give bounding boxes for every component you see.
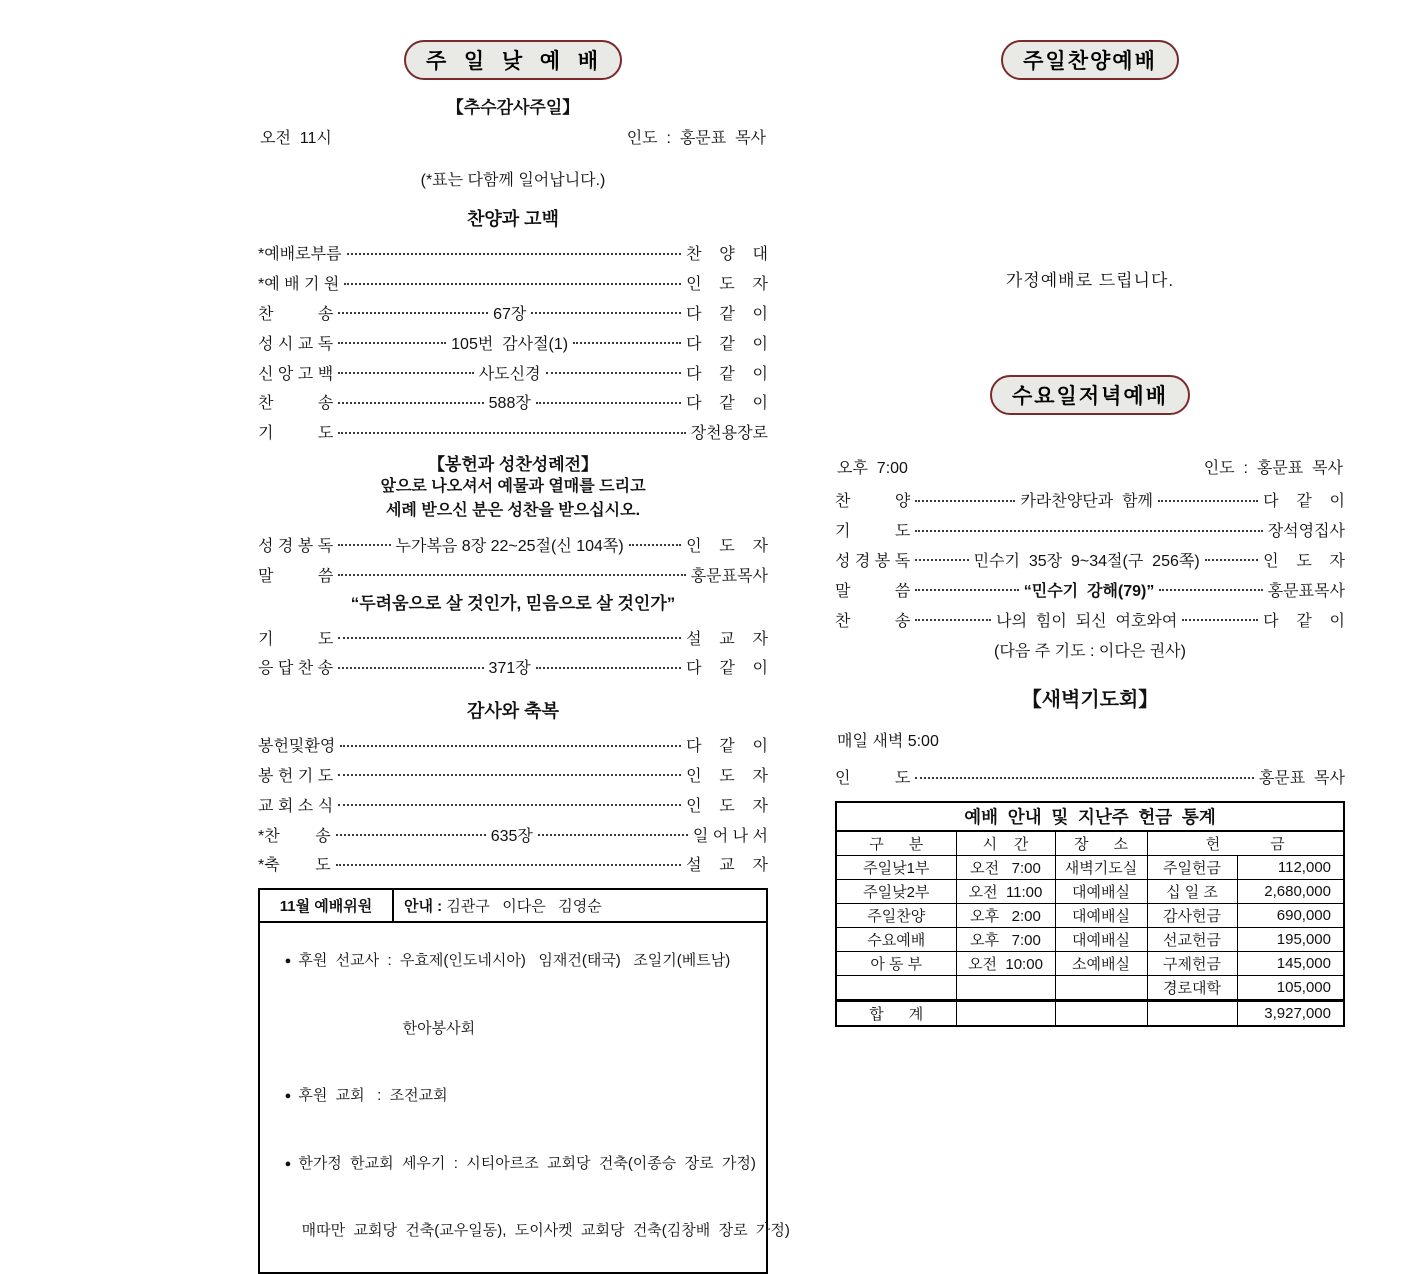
program-row <box>258 622 768 652</box>
offering-cell: 수요예배 <box>836 927 956 951</box>
praise-title-wrap <box>835 40 1345 80</box>
program-item-detail: 나의 힘이 되신 여호와여 <box>996 612 1178 630</box>
program-item-person: 설 교 자 <box>686 857 768 875</box>
program-item-detail: 635장 <box>490 827 533 845</box>
program-item-label: 찬 양 <box>835 493 911 511</box>
program-item-person: 인 도 자 <box>686 767 768 785</box>
service-time-row <box>258 125 768 148</box>
offering-amount-cell: 2,680,000 <box>1237 879 1344 903</box>
committee-note-line <box>268 1130 758 1198</box>
offering-cell: 오후 7:00 <box>956 927 1055 951</box>
committee-box <box>258 888 790 1274</box>
program-item-person: 장석영집사 <box>1267 523 1345 541</box>
committee-note-text: 한아봉사회 <box>402 1019 476 1037</box>
offering-cell: 아 동 부 <box>836 951 956 975</box>
program-item-person: 다 같 이 <box>686 365 768 383</box>
program-list-closing <box>258 730 768 879</box>
program-item-person: 홍문표 목사 <box>1258 770 1345 788</box>
offering-cell: 오후 2:00 <box>956 903 1055 927</box>
offering-cell: 오전 7:00 <box>956 855 1055 879</box>
program-item-label: 성 시 교 독 <box>258 335 334 353</box>
program-item-label: *축 도 <box>258 857 331 875</box>
offering-cell: 소예배실 <box>1055 951 1147 975</box>
section-heading-thanks-blessing: 감사와 축복 <box>467 700 559 721</box>
program-item-detail: 사도신경 <box>478 365 541 383</box>
program-row <box>258 327 768 357</box>
program-item-person: 홍문표목사 <box>690 567 768 585</box>
offering-cell: 대예배실 <box>1055 879 1147 903</box>
offering-cell: 오전 11:00 <box>956 879 1055 903</box>
program-item-label: 신 앙 고 백 <box>258 365 334 383</box>
program-row <box>835 485 1345 515</box>
program-item-person: 홍문표목사 <box>1267 582 1345 600</box>
program-row <box>258 559 768 589</box>
offering-cell: 구제헌금 <box>1147 951 1237 975</box>
program-row <box>258 387 768 417</box>
service-leader: 인도 : 홍문표 목사 <box>626 130 766 147</box>
program-item-label: 기 도 <box>835 523 911 541</box>
offering-cell: 십 일 조 <box>1147 879 1237 903</box>
program-item-person: 설 교 자 <box>686 630 768 648</box>
program-row <box>258 357 768 387</box>
program-item-person: 일 어 나 서 <box>692 827 768 845</box>
program-item-label: 봉 헌 기 도 <box>258 767 334 785</box>
bullet-icon: ● <box>284 1157 292 1170</box>
dawn-program-list <box>835 762 1345 792</box>
committee-note-text: 매따만 교회당 건축(교우일동), 도이사켓 교회당 건축(김창배 장로 가정) <box>301 1222 790 1240</box>
offering-cell: 감사헌금 <box>1147 903 1237 927</box>
program-row <box>835 604 1345 634</box>
program-list-response <box>258 622 768 682</box>
offering-cell: 주일헌금 <box>1147 855 1237 879</box>
program-list-scripture <box>258 530 768 590</box>
sunday-service-column <box>258 0 790 1274</box>
committee-month: 11월 예배위원 <box>260 890 394 921</box>
offering-cell: 새벽기도실 <box>1055 855 1147 879</box>
offering-column-header: 구 분 <box>836 831 956 856</box>
program-item-label: 찬 송 <box>258 395 334 413</box>
service-time: 오전 11시 <box>260 130 332 147</box>
offering-table-wrap <box>835 801 1345 1027</box>
bullet-icon: ● <box>284 1090 292 1103</box>
offering-amount-cell: 195,000 <box>1237 927 1344 951</box>
program-item-label: 성 경 봉 독 <box>258 537 334 555</box>
sunday-title-wrap <box>258 40 768 80</box>
committee-note-text: 한가정 한교회 세우기 : 시티아르조 교회당 건축(이종승 장로 가정) <box>298 1154 756 1172</box>
home-worship-note: 가정예배로 드립니다. <box>1005 271 1175 290</box>
program-item-label: *예배로부름 <box>258 246 342 264</box>
committee-notes <box>260 923 790 1273</box>
program-item-person: 다 같 이 <box>686 305 769 323</box>
offering-cell: 합 계 <box>836 1000 956 1026</box>
committee-header-row <box>260 890 766 923</box>
program-item-detail: 누가복음 8장 22~25절(신 104쪽) <box>395 537 624 555</box>
offering-cell <box>956 975 1055 1000</box>
offering-table-row <box>836 903 1344 927</box>
program-item-person: 다 같 이 <box>1263 493 1346 511</box>
bullet-icon: ● <box>284 955 292 968</box>
committee-guides <box>394 890 766 921</box>
program-item-person: 인 도 자 <box>686 537 768 555</box>
offering-cell: 오전 10:00 <box>956 951 1055 975</box>
offering-table-title: 예배 안내 및 지난주 헌금 통계 <box>836 802 1344 831</box>
program-row <box>258 730 768 760</box>
evening-services-column <box>835 0 1345 1027</box>
program-item-detail: 카라찬양단과 함께 <box>1020 493 1153 511</box>
communion-instruction-1: 앞으로 나오셔서 예물과 열매를 드리고 <box>380 477 646 495</box>
program-item-person: 다 같 이 <box>1263 612 1346 630</box>
program-item-person: 다 같 이 <box>686 660 769 678</box>
committee-note-line <box>268 928 758 996</box>
wednesday-title-wrap <box>835 375 1345 415</box>
program-item-person: 인 도 자 <box>1263 552 1346 570</box>
offering-cell: 대예배실 <box>1055 927 1147 951</box>
program-item-detail: 67장 <box>493 305 527 323</box>
section-heading-praise-confession: 찬양과 고백 <box>467 209 559 229</box>
offering-table-row <box>836 879 1344 903</box>
program-item-label: 인 도 <box>835 770 911 788</box>
offering-statistics-table <box>835 801 1345 1027</box>
committee-note-line <box>268 995 758 1063</box>
program-row <box>258 268 768 298</box>
committee-note-line <box>268 1198 790 1266</box>
program-row <box>258 417 768 447</box>
communion-heading: 【봉헌과 성찬성례전】 <box>427 454 599 474</box>
program-item-detail: 민수기 35장 9~34절(구 256쪽) <box>973 552 1200 570</box>
program-item-label: 봉헌및환영 <box>258 738 336 756</box>
program-item-label: 찬 송 <box>258 305 334 323</box>
program-item-detail: “민수기 강해(79)” <box>1023 582 1155 600</box>
offering-table-row <box>836 927 1344 951</box>
program-item-person: 다 같 이 <box>686 395 768 413</box>
program-item-label: 말 씀 <box>258 567 334 585</box>
communion-instruction-2: 세례 받으신 분은 성찬을 받으십시오. <box>385 501 641 519</box>
program-row <box>258 849 768 879</box>
program-list-opening <box>258 238 768 447</box>
guide-label: 안내 : <box>404 897 443 915</box>
program-row <box>258 819 768 849</box>
program-row <box>258 298 768 328</box>
offering-cell <box>1147 1000 1237 1026</box>
offering-amount-cell: 112,000 <box>1237 855 1344 879</box>
program-item-person: 인 도 자 <box>686 797 768 815</box>
program-row <box>835 574 1345 604</box>
dawn-prayer-time: 매일 새벽 5:00 <box>837 732 939 750</box>
offering-column-header: 시 간 <box>956 831 1055 856</box>
program-item-person: 다 같 이 <box>686 335 769 353</box>
program-row <box>258 238 768 268</box>
program-item-person: 다 같 이 <box>686 738 768 756</box>
program-item-label: 성 경 봉 독 <box>835 552 911 570</box>
committee-note-text: 후원 선교사 : 우효제(인도네시아) 임재건(태국) 조일기(베트남) <box>298 952 731 970</box>
offering-amount-cell: 3,927,000 <box>1237 1000 1344 1026</box>
offering-cell: 경로대학 <box>1147 975 1237 1000</box>
thanksgiving-subtitle: 【추수감사주일】 <box>446 98 580 117</box>
program-item-label: *예 배 기 원 <box>258 276 340 294</box>
offering-column-header: 헌 금 <box>1147 831 1344 856</box>
sermon-title: “두려움으로 살 것인가, 믿음으로 살 것인가” <box>350 594 676 614</box>
program-item-detail: 371장 <box>488 660 531 678</box>
wednesday-time-row <box>835 455 1345 478</box>
offering-table-row <box>836 951 1344 975</box>
program-item-label: 찬 송 <box>835 612 911 630</box>
program-item-label: *찬 송 <box>258 827 331 845</box>
program-row <box>835 515 1345 545</box>
wednesday-service-title: 수요일저녁예배 <box>990 375 1190 415</box>
program-item-label: 교 회 소 식 <box>258 797 334 815</box>
dawn-prayer-heading: 【새벽기도회】 <box>1021 688 1159 711</box>
offering-cell: 주일찬양 <box>836 903 956 927</box>
guide-names: 김관구 이다은 김영순 <box>446 897 602 915</box>
program-item-person: 찬 양 대 <box>686 246 768 264</box>
committee-note-text: 후원 교회 : 조전교회 <box>298 1087 448 1105</box>
program-row <box>835 762 1345 792</box>
program-item-person: 장천용장로 <box>690 425 768 443</box>
standing-note: (*표는 다함께 일어납니다.) <box>420 172 606 189</box>
program-row <box>258 789 768 819</box>
offering-table-row <box>836 1000 1344 1026</box>
sunday-service-title: 주 일 낮 예 배 <box>404 40 622 80</box>
offering-amount-cell: 145,000 <box>1237 951 1344 975</box>
offering-cell <box>836 975 956 1000</box>
offering-amount-cell: 105,000 <box>1237 975 1344 1000</box>
wednesday-time: 오후 7:00 <box>837 460 908 477</box>
program-row <box>258 530 768 560</box>
committee-note-line <box>268 1063 758 1131</box>
offering-cell: 주일낮1부 <box>836 855 956 879</box>
program-item-label: 말 씀 <box>835 582 911 600</box>
program-item-label: 응 답 찬 송 <box>258 660 334 678</box>
program-item-detail: 588장 <box>488 395 531 413</box>
offering-column-header: 장 소 <box>1055 831 1147 856</box>
offering-amount-cell: 690,000 <box>1237 903 1344 927</box>
sunday-praise-title: 주일찬양예배 <box>1001 40 1179 80</box>
offering-cell <box>1055 1000 1147 1026</box>
program-item-detail: 105번 감사절(1) <box>451 335 569 353</box>
wednesday-leader: 인도 : 홍문표 목사 <box>1203 460 1343 477</box>
wednesday-program-list <box>835 485 1345 634</box>
program-item-label: 기 도 <box>258 630 334 648</box>
next-week-prayer-note: (다음 주 기도 : 이다은 권사) <box>994 642 1186 660</box>
program-row <box>258 760 768 790</box>
offering-cell: 주일낮2부 <box>836 879 956 903</box>
offering-table-row <box>836 855 1344 879</box>
offering-cell: 대예배실 <box>1055 903 1147 927</box>
program-row <box>258 652 768 682</box>
offering-cell <box>956 1000 1055 1026</box>
offering-table-row <box>836 975 1344 1000</box>
offering-cell <box>1055 975 1147 1000</box>
offering-cell: 선교헌금 <box>1147 927 1237 951</box>
program-item-person: 인 도 자 <box>686 276 768 294</box>
program-row <box>835 545 1345 575</box>
program-item-label: 기 도 <box>258 425 334 443</box>
